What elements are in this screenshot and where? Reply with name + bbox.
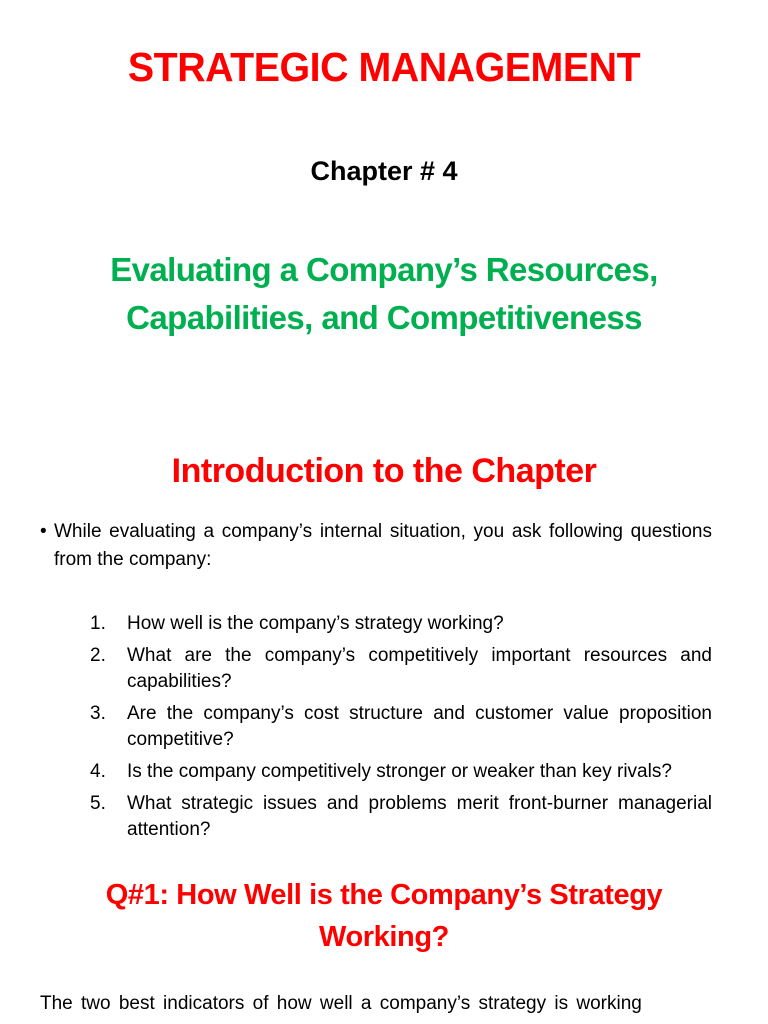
list-item-number: 4.: [90, 761, 106, 782]
q1-heading: [0, 874, 768, 958]
list-item-text: What strategic issues and problems merit front-burner managerial attention?: [127, 793, 712, 840]
list-item-number: 1.: [90, 613, 106, 634]
list-item-number: 5.: [90, 793, 106, 814]
list-item: [90, 643, 712, 695]
list-item-text: How well is the company’s strategy working?: [127, 613, 504, 634]
subtitle-line-2: Capabilities, and Competitiveness: [126, 299, 642, 336]
subtitle-line-1: Evaluating a Company’s Resources,: [110, 251, 658, 288]
list-item-number: 3.: [90, 703, 106, 724]
q1-body-text: The two best indicators of how well a company’s strategy is working: [40, 993, 642, 1014]
list-item: [90, 701, 712, 753]
intro-bullet: [40, 518, 712, 574]
q1-heading-line-2: Working?: [319, 921, 449, 953]
intro-bullet-text: While evaluating a company’s internal situation, you ask following questions from the company:: [54, 521, 712, 570]
list-item-text: Are the company’s cost structure and customer value proposition competitive?: [127, 703, 712, 750]
intro-heading: Introduction to the Chapter: [171, 452, 597, 490]
bullet-icon: •: [40, 521, 47, 542]
chapter-subtitle: [0, 246, 768, 342]
chapter-number: Chapter # 4: [310, 156, 458, 186]
page-title: STRATEGIC MANAGEMENT: [127, 44, 641, 90]
list-item-text: Is the company competitively stronger or weaker than key rivals?: [127, 761, 672, 782]
list-item: [90, 791, 712, 843]
questions-list: [90, 611, 712, 849]
list-item: [90, 759, 712, 785]
list-item-text: What are the company’s competitively important resources and capabilities?: [127, 645, 712, 692]
list-item-number: 2.: [90, 645, 106, 666]
list-item: [90, 611, 712, 637]
q1-heading-line-1: Q#1: How Well is the Company’s Strategy: [105, 879, 663, 911]
